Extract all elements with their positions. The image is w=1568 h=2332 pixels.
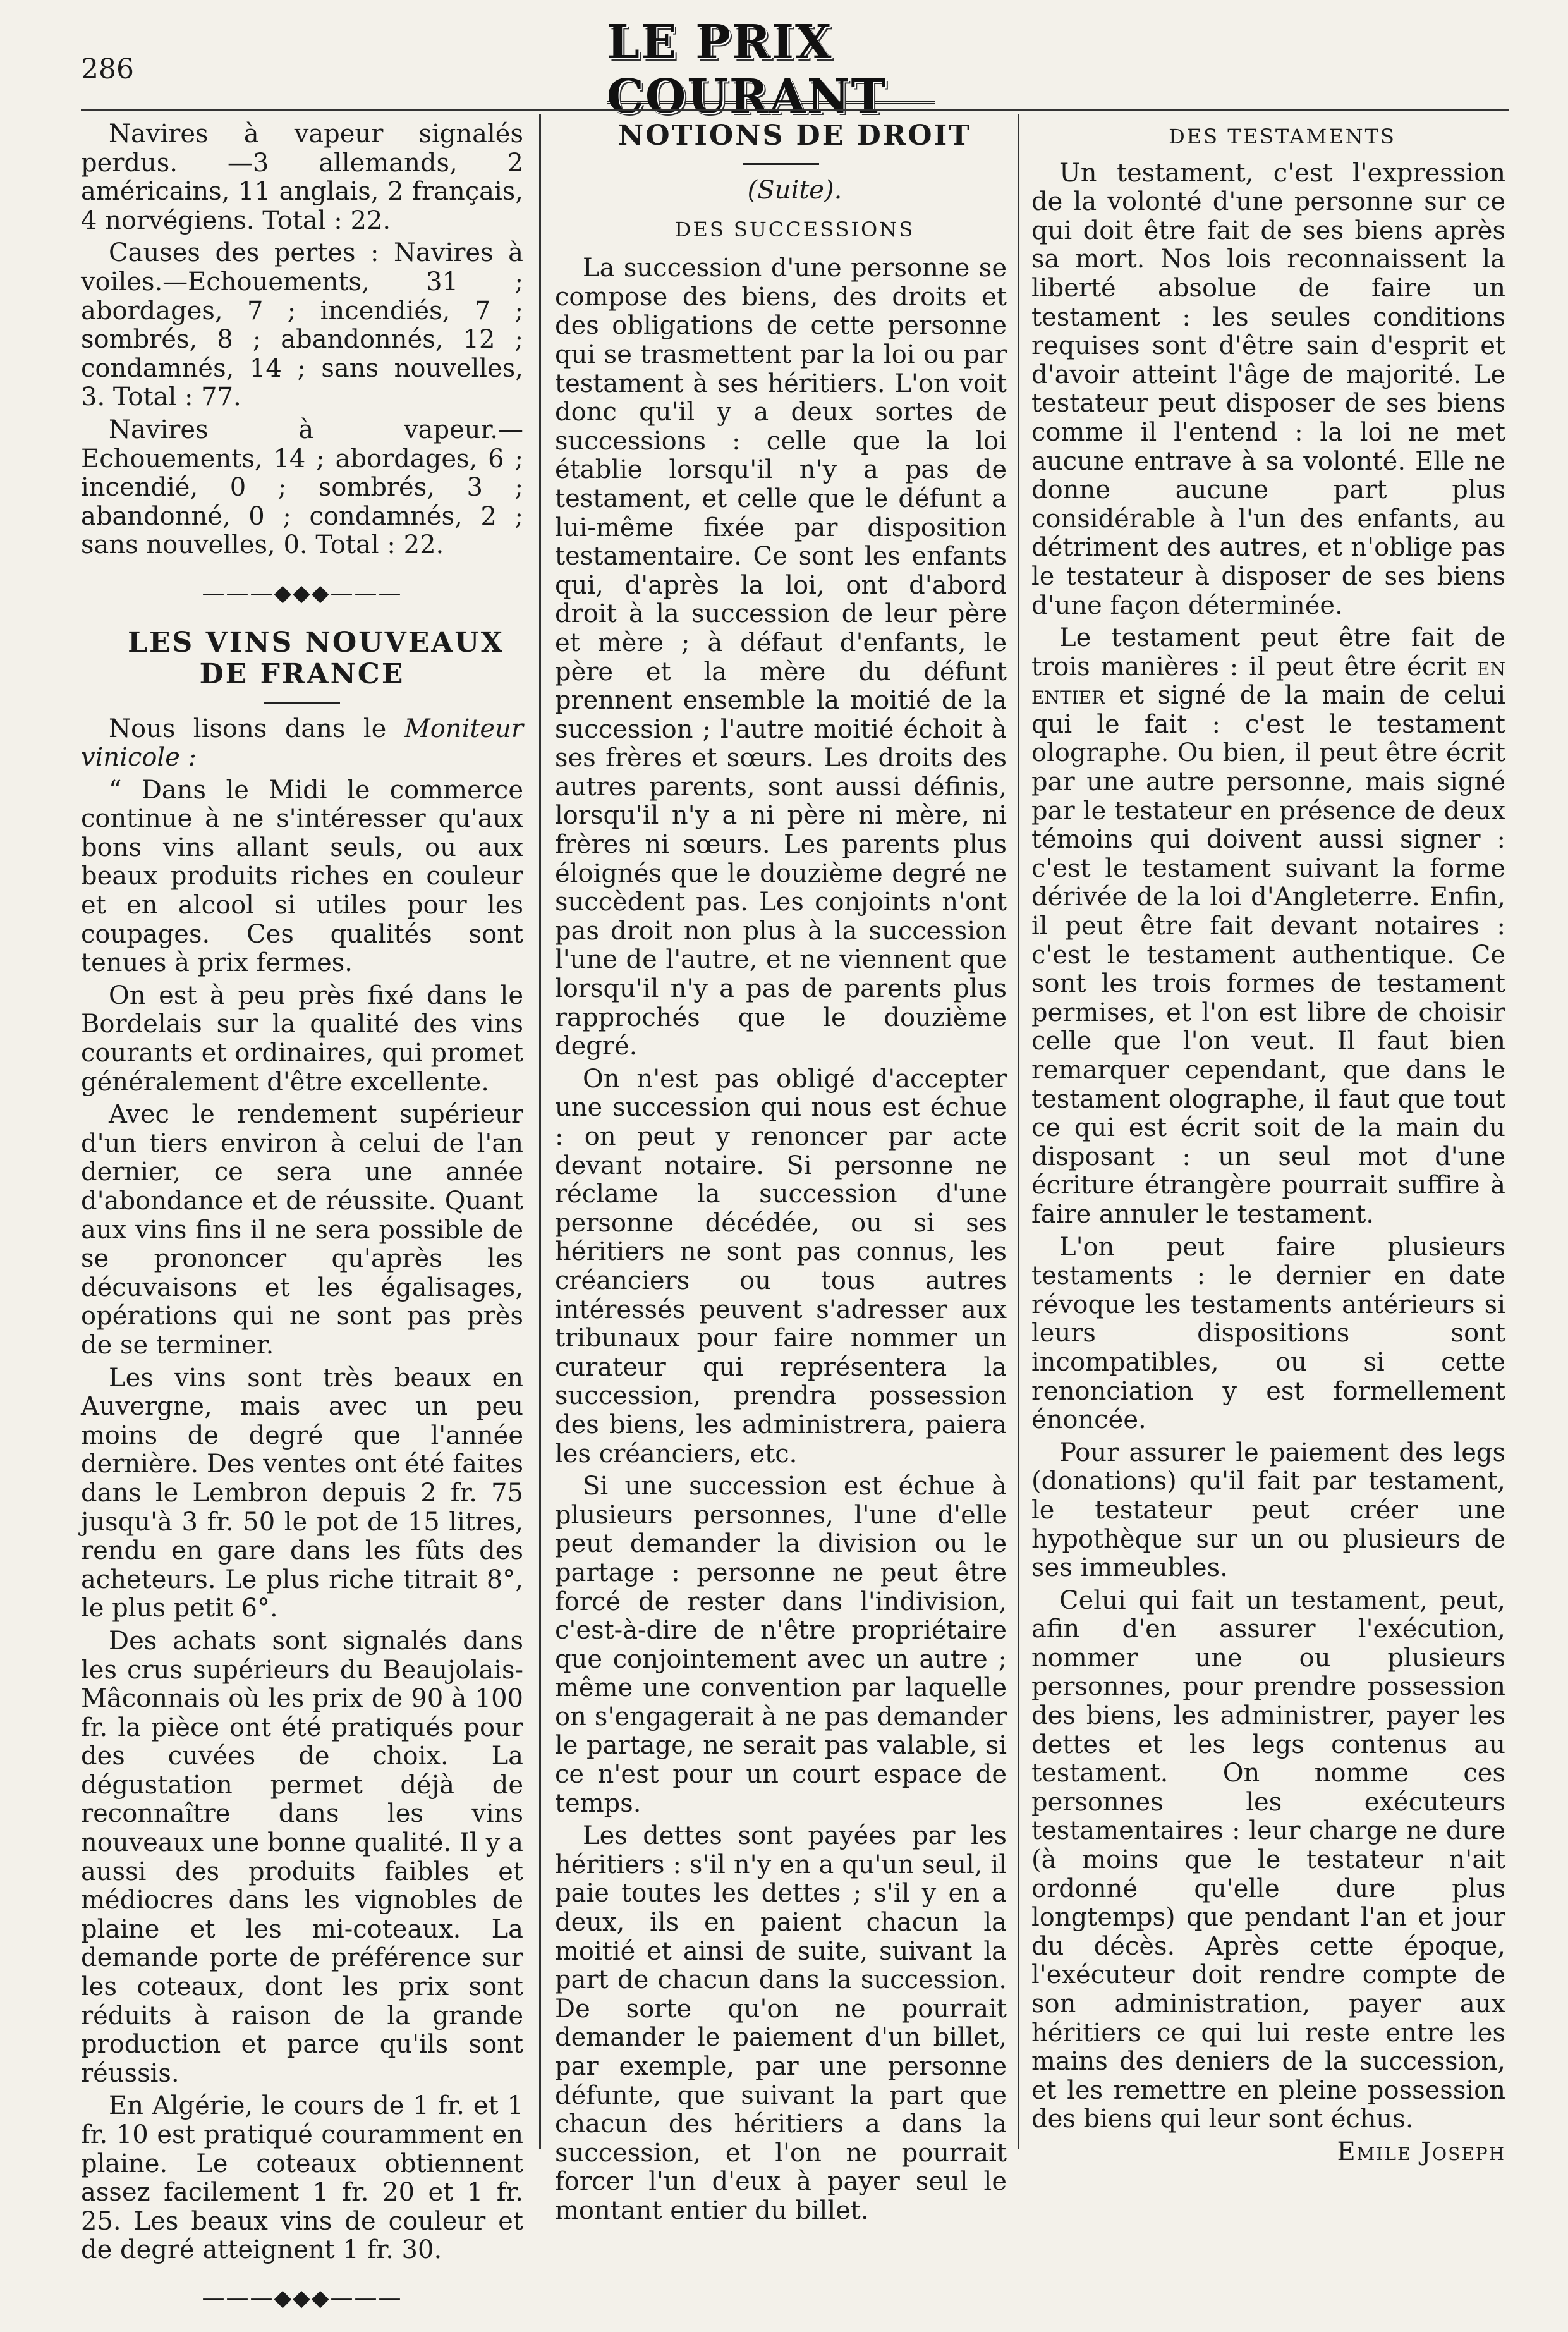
column-divider [1018,114,1019,2149]
paragraph: Navires à vapeur.—Echouements, 14 ; abordages, 6 ; incendié, 0 ; sombrés, 3 ; abandonné, 0 ; condamnés, 2 ; sans nouvelles, 0. Total : 22. [81,415,523,560]
author-signature: Emile Joseph [1337,2137,1505,2166]
paragraph: Avec le rendement supérieur d'un tiers environ à celui de l'an dernier, ce sera une année d'abondance et de réussite. Quant aux vins fins il ne sera possible de se prononcer qu'après les décuvaisons et les égalisages, opérations qui ne sont pas près de se terminer. [81,1100,523,1360]
ornament-divider: ———◆◆◆——— [202,580,403,606]
column-left [81,120,523,2332]
ornament-divider: ———◆◆◆——— [202,2285,403,2311]
paragraph: Celui qui fait un testament, peut, afin d'en assurer l'exécution, nommer une ou plusieurs personnes, pour prendre possession des biens, les administrer, payer les dettes et les legs contenus au testament. On nomme ces personnes les exécuteurs testamentaires : leur charge ne dure (à moins que le testateur n'ait ordonné qu'elle dure plus longtemps) que pendant l'an et jour du décès. Après cette époque, l'exécuteur doit rendre compte de son administration, payer aux héritiers ce qui lui reste entre les mains des deniers de la succession, et les remettre en pleine possession des biens qui leur sont échus. [1031,1585,1505,2134]
article-headline: NOTIONS DE DROIT [618,119,971,152]
suite-label: (Suite). [747,176,842,205]
publication-name: Moniteur vinicole : [81,714,523,772]
paragraph: Pour assurer le paiement des legs (donations) qu'il fait par testament, le testateur peut créer une hypothèque sur un ou plusieurs de ses immeubles. [1031,1438,1505,1583]
small-caps-text: en entier [1031,652,1505,711]
paragraph: En Algérie, le cours de 1 fr. et 1 fr. 10 est pratiqué couramment en plaine. Le coteaux obtiennent assez facilement 1 fr. 20 et 1 fr. 25. Les beaux vins de couleur et de degré atteignent 1 fr. 30. [81,2091,523,2265]
masthead-logo: LE PRIX COURANT [607,38,935,104]
column-right [1031,120,1505,2167]
paragraph: Causes des pertes : Navires à voiles.—Echouements, 31 ; abordages, 7 ; incendiés, 7 ; sombrés, 8 ; abandonnés, 12 ; condamnés, 14 ; sans nouvelles, 3. Total : 77. [81,238,523,412]
page-number: 286 [81,53,134,85]
paragraph: Les vins sont très beaux en Auvergne, mais avec un peu moins de degré que l'année dernière. Des ventes ont été faites dans le Lembron depuis 2 fr. 75 jusqu'à 3 fr. 50 le pot de 15 litres, rendu en gare dans les fûts des acheteurs. Le plus riche titrait 8°, le plus petit 6°. [81,1363,523,1623]
text-run: et signé de la main de celui qui le fait : c'est le testament olographe. Ou bien, il peut être écrit par une autre personne, mais signé par le testateur en présence de deux témoins qui doivent aussi signer : c'est le testament suivant la forme dérivée de la loi d'Angleterre. Enfin, il peut être fait devant notaires : c'est le testament authentique. Ce sont les trois formes de testament permises, et l'on est libre de choisir celle que l'on veut. Il faut bien remarquer cependant, que dans le testament olographe, il faut que tout ce qui est écrit soit de la main du disposant : un seul mot d'une écriture étrangère pourrait suffire à faire annuler le testament. [1031,681,1505,1229]
paragraph: Un testament, c'est l'expression de la volonté d'une personne sur ce qui doit être fait de ses biens après sa mort. Nos lois reconnaissent la liberté absolue de faire un testament : les seules conditions requises sont d'être sain d'esprit et d'avoir atteint l'âge de majorité. Le testateur peut disposer de ses biens comme il l'entend : la loi ne met aucune entrave à sa volonté. Elle ne donne aucune part plus considérable à l'un des enfants, au détriment des autres, et n'oblige pas le testateur à disposer de ses biens d'une façon déterminée. [1031,158,1505,620]
paragraph [1031,624,1505,1229]
paragraph: Les dettes sont payées par les héritiers : s'il n'y en a qu'un seul, il paie toutes les dettes ; s'il y en a deux, ils en paient chacun la moitié et ainsi de suite, suivant la part de chacun dans la succession. De sorte qu'on ne pourrait demander le paiement d'un billet, par exemple, par une personne défunte, que suivant la part que chacun des héritiers a dans la succession, et l'on ne pourrait forcer l'un d'eux à payer seul le montant entier du billet. [555,1821,1007,2225]
section-subhead: DES SUCCESSIONS [674,217,915,241]
text-run: Le testament peut être fait de trois manières : il peut être écrit [1031,623,1505,681]
short-rule [743,163,819,165]
paragraph [81,715,523,772]
intro-text: Nous lisons dans le [109,714,404,743]
column-middle [555,120,1007,2226]
paragraph: Si une succession est échue à plusieurs personnes, l'une d'elle peut demander la division ou le partage : personne ne peut être forcé de rester dans l'indivision, c'est-à-dire de n'être propriétaire que conjointement avec un autre ; même une convention par laquelle on s'engagerait à ne pas demander le partage, ne serait pas valable, si ce n'est pour un court espace de temps. [555,1472,1007,1818]
section-subhead: DES TESTAMENTS [1169,125,1396,149]
paragraph: La succession d'une personne se compose des biens, des droits et des obligations de cette personne qui se trasmettent par la loi ou par testament à ses héritiers. L'on voit donc qu'il y a deux sortes de successions : celle que la loi établie lorsqu'il n'y a pas de testament, et celle que le défunt a lui-même fixée par disposition testamentaire. Ce sont les enfants qui, d'après la loi, ont d'abord droit à la succession de leur père et mère ; à défaut d'enfants, le père et la mère du défunt prennent ensemble la moitié de la succession ; l'autre moitié échoit à ses frères et sœurs. Les droits des autres parents, sont aussi définis, lorsqu'il n'y a ni père ni mère, ni frères ni sœurs. Les parents plus éloignés que le douzième degré ne succèdent pas. Les conjoints n'ont pas droit non plus à la succession l'une de l'autre, et ne viennent que lorsqu'il n'y a pas de parents plus rapprochés que le douzième degré. [555,253,1007,1061]
paragraph: On n'est pas obligé d'accepter une succession qui nous est échue : on peut y renoncer par acte devant notaire. Si personne ne réclame la succession d'une personne décédée, ou si ses héritiers ne sont pas connus, les créanciers ou tous autres intéressés peuvent s'adresser aux tribunaux pour faire nommer un curateur qui représentera la succession, prendra possession des biens, les administrera, paiera les créanciers, etc. [555,1064,1007,1468]
short-rule [264,702,340,704]
header-rule [81,109,1509,111]
column-divider [539,114,541,2149]
paragraph: L'on peut faire plusieurs testaments : le dernier en date révoque les testaments antérieurs si leurs dispositions sont incompatibles, ou si cette renonciation y est formellement énoncée. [1031,1232,1505,1435]
paragraph: On est à peu près fixé dans le Bordelais sur la qualité des vins courants et ordinaires, qui promet généralement d'être excellente. [81,980,523,1097]
paragraph: Des achats sont signalés dans les crus supérieurs du Beaujolais-Mâconnais où les prix de 90 à 100 fr. la pièce ont été pratiqués pour des cuvées de choix. La dégustation permet déjà de reconnaître dans les vins nouveaux une bonne qualité. Il y a aussi des produits faibles et médiocres dans les vignobles de plaine et les mi-coteaux. La demande porte de préférence sur les coteaux, dont les prix sont réduits à raison de la grande production et parce qu'ils sont réussis. [81,1626,523,2088]
paragraph: Navires à vapeur signalés perdus. —3 allemands, 2 américains, 11 anglais, 2 français, 4 norvégiens. Total : 22. [81,119,523,235]
paragraph: “ Dans le Midi le commerce continue à ne s'intéresser qu'aux bons vins allant seuls, ou aux beaux produits riches en couleur et en alcool si utiles pour les coupages. Ces qualités sont tenues à prix fermes. [81,775,523,978]
article-headline: LES VINS NOUVEAUX DE FRANCE [128,626,504,690]
